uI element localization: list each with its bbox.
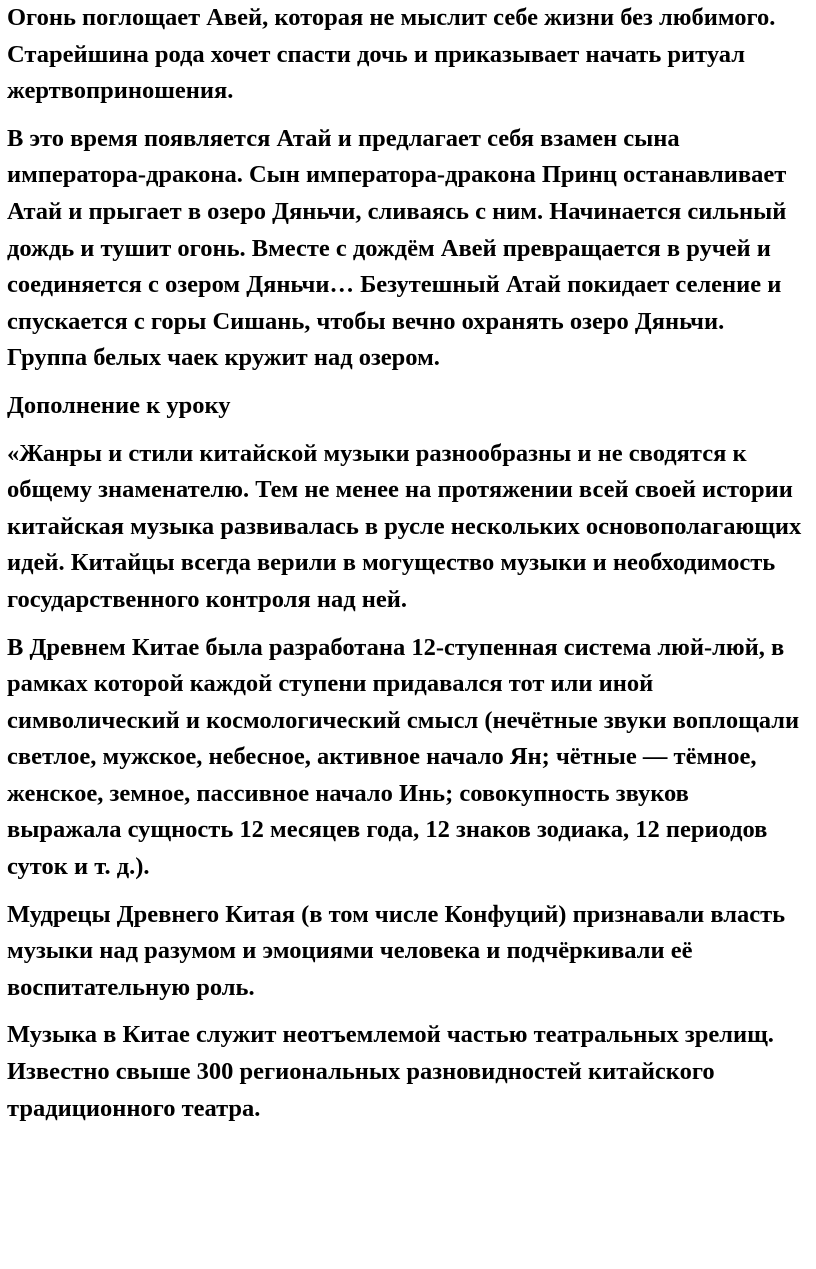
paragraph-sages-confucius: Мудрецы Древнего Китая (в том числе Конфуций) признавали власть музыки над разумом и эмоциями человека и подчёркивали её воспитательную роль. — [7, 900, 786, 1001]
paragraph-chinese-music-genres: «Жанры и стили китайской музыки разнообразны и не сводятся к общему знаменателю. Тем не менее на протяжении всей своей истории китайская музыка развивалась в русле нескольких основополагающих идей. Китайцы всегда верили в могущество музыки и необходимость государственного контроля над ней. — [7, 439, 802, 613]
paragraph-atai-lake: В это время появляется Атай и предлагает себя взамен сына императора-дракона. Сын императора-дракона Принц останавливает Атай и прыгает в озеро Дяньчи, сливаясь с ним. Начинается сильный дождь и тушит огонь. Вместе с дождём Авей превращается в ручей и соединяется с озером Дяньчи… Безутешный Атай покидает селение и спускается с горы Сишань, чтобы вечно охранять озеро Дяньчи. Группа белых чаек кружит над озером. — [7, 124, 787, 372]
section-heading-lesson-supplement: Дополнение к уроку — [7, 391, 231, 419]
paragraph-lyu-lyu-system: В Древнем Китае была разработана 12-ступенная система люй-люй, в рамках которой каждой ступени придавался тот или иной символический и космологический смысл (нечётные звуки воплощали светлое, мужское, небесное, активное начало Ян; чётные — тёмное, женское, земное, пассивное начало Инь; совокупность звуков выражала сущность 12 месяцев года, 12 знаков зодиака, 12 периодов суток и т. д.). — [7, 633, 800, 881]
paragraph-fire-ritual: Огонь поглощает Авей, которая не мыслит себе жизни без любимого. Старейшина рода хочет спасти дочь и приказывает начать ритуал жертвоприношения. — [7, 4, 776, 105]
paragraph-music-theatre: Музыка в Китае служит неотъемлемой частью театральных зрелищ. Известно свыше 300 региональных разновидностей китайского традиционного театра. — [7, 1021, 774, 1122]
